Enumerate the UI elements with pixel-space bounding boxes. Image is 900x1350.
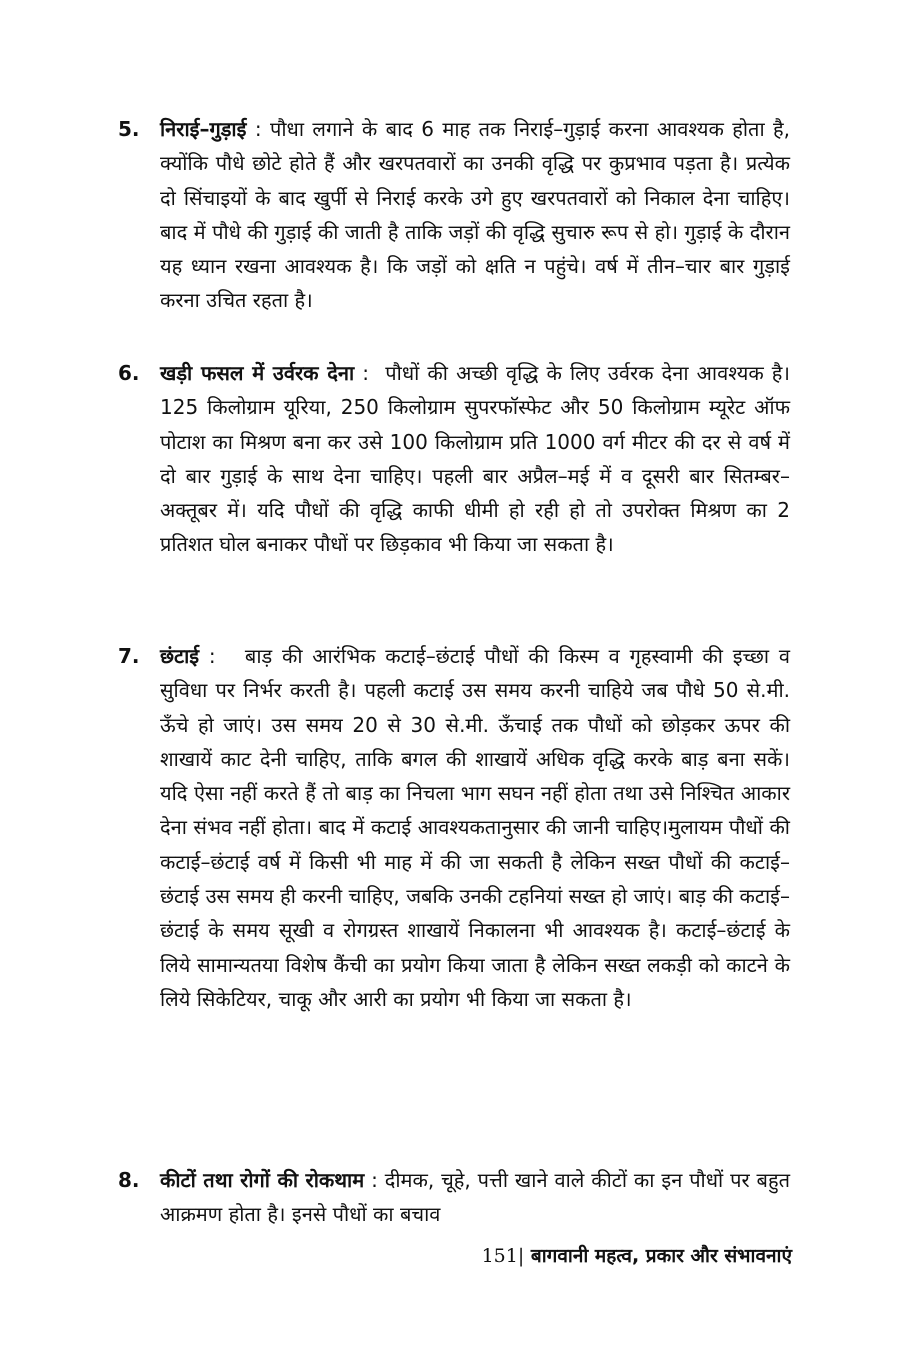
section-text: बाड़ की आरंभिक कटाई–छंटाई पौधों की किस्म व गृहस्वामी की इच्छा व सुविधा पर निर्भर करती है। पहली कटाई उस समय करनी चाहिये जब पौधे 50 से.मी. ऊँचे हो जाएं। उस समय 20 से 30 से.मी. ऊँचाई तक पौधों को छोड़कर ऊपर की शाखायें काट देनी चाहिए, ताकि बगल की शाखायें अधिक वृद्धि करके बाड़ बना सकें। यदि ऐसा नहीं करते हैं तो बाड़ का निचला भाग सघन नहीं होता तथा उसे निश्चित आकार देना संभव नहीं होता। बाद में कटाई आवश्यकतानुसार की जानी चाहिए।मुलायम पौधों की कटाई–छंटाई वर्ष में किसी भी माह में की जा सकती है लेकिन सख्त पौधों की कटाई–छंटाई उस समय ही करनी चाहिए, जबकि उनकी टहनियां सख्त हो जाएं। बाड़ की कटाई– छंटाई के समय सूखी व रोगग्रस्त शाखायें निकालना भी आवश्यक है। कटाई–छंटाई के लिये सामान्यतया विशेष कैंची का प्रयोग किया जाता है लेकिन सख्त लकड़ी को काटने के लिये सिकेटियर, चाकू और आरी का प्रयोग भी किया जा सकता है। [160, 644, 790, 1011]
section-number: 8. [118, 1168, 140, 1192]
section-body [160, 112, 790, 318]
section-heading: निराई–गुड़ाई [160, 117, 247, 141]
section-6 [118, 356, 790, 562]
section-5 [118, 112, 790, 318]
section-heading: कीटों तथा रोगों की रोकथाम [160, 1168, 365, 1192]
section-text: पौधों की अच्छी वृद्धि के लिए उर्वरक देना आवश्यक है। 125 किलोग्राम यूरिया, 250 किलोग्राम सुपरफॉस्फेट और 50 किलोग्राम म्यूरेट ऑफ पोटाश का मिश्रण बना कर उसे 100 किलोग्राम प्रति 1000 वर्ग मीटर की दर से वर्ष में दो बार गुड़ाई के साथ देना चाहिए। पहली बार अप्रैल–मई में व दूसरी बार सितम्बर–अक्तूबर में। यदि पौधों की वृद्धि काफी धीमी हो रही हो तो उपरोक्त मिश्रण का 2 प्रतिशत घोल बनाकर पौधों पर छिड़काव भी किया जा सकता है। [160, 361, 791, 557]
heading-separator: : [364, 1168, 385, 1192]
book-title: बागवानी महत्व, प्रकार और संभावनाएं [524, 1245, 792, 1267]
section-text: दीमक, चूहे, पत्ती खाने वाले कीटों का इन पौधों पर बहुत आक्रमण होता है। इनसे पौधों का बचाव [160, 1168, 790, 1227]
heading-separator: : [199, 644, 245, 668]
page-footer [482, 1243, 792, 1269]
section-number: 5. [118, 117, 140, 141]
section-body [160, 1163, 790, 1232]
footer-divider: | [517, 1245, 525, 1267]
section-heading: खड़ी फसल में उर्वरक देना [160, 361, 355, 385]
section-body [160, 356, 790, 562]
heading-separator: : [354, 361, 386, 385]
page-number: 151 [481, 1245, 518, 1267]
heading-separator: : [246, 117, 270, 141]
section-number: 7. [118, 644, 140, 668]
section-heading: छंटाई [160, 644, 200, 668]
section-text: पौधा लगाने के बाद 6 माह तक निराई–गुड़ाई करना आवश्यक होता है, क्योंकि पौधे छोटे होते हैं और खरपतवारों का उनकी वृद्धि पर कुप्रभाव पड़ता है। प्रत्येक दो सिंचाइयों के बाद खुर्पी से निराई करके उगे हुए खरपतवारों को निकाल देना चाहिए। बाद में पौधे की गुड़ाई की जाती है ताकि जड़ों की वृद्धि सुचारु रूप से हो। गुड़ाई के दौरान यह ध्यान रखना आवश्यक है। कि जड़ों को क्षति न पहुंचे। वर्ष में तीन–चार बार गुड़ाई करना उचित रहता है। [160, 117, 791, 313]
section-8 [118, 1163, 790, 1232]
section-body [160, 639, 790, 1016]
section-7 [118, 639, 790, 1016]
section-number: 6. [118, 361, 140, 385]
